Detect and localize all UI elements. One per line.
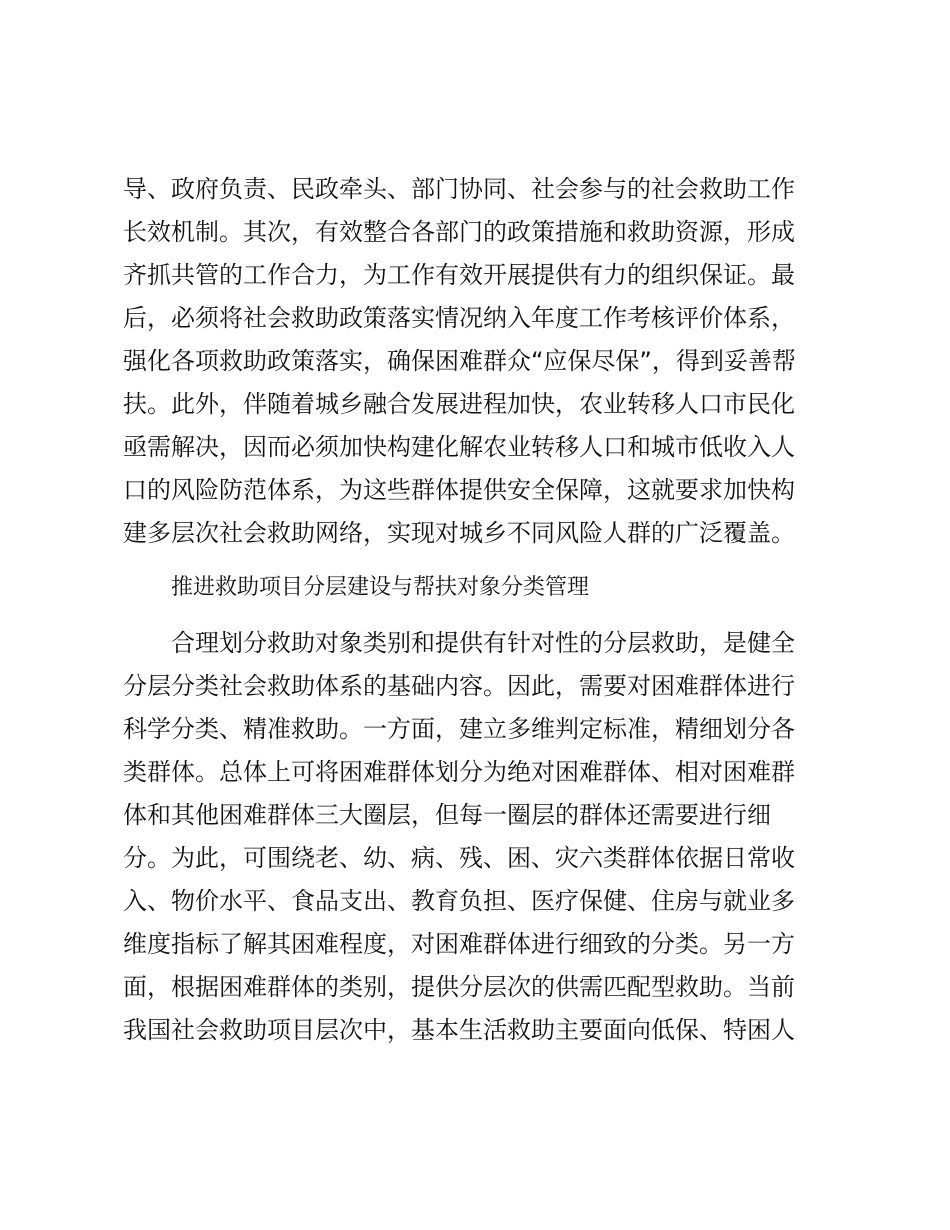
- text-line: 长效机制。其次，有效整合各部门的政策措施和救助资源，形成: [123, 218, 795, 246]
- text-line: 亟需解决，因而必须加快构建化解农业转移人口和城市低收入人: [123, 433, 795, 461]
- text-line: 后，必须将社会救助政策落实情况纳入年度工作考核评价体系，: [123, 304, 795, 332]
- text-line: 口的风险防范体系，为这些群体提供安全保障，这就要求加快构: [123, 476, 795, 504]
- text-line: 扶。此外，伴随着城乡融合发展进程加快，农业转移人口市民化: [123, 390, 795, 418]
- text-line: 强化各项救助政策落实，确保困难群众“应保尽保”，得到妥善帮: [123, 347, 796, 375]
- text-line: 维度指标了解其困难程度，对困难群体进行细致的分类。另一方: [123, 930, 795, 958]
- text-line: 面，根据困难群体的类别，提供分层次的供需匹配型救助。当前: [123, 973, 795, 1001]
- text-line: 科学分类、精准救助。一方面，建立多维判定标准，精细划分各: [123, 715, 795, 743]
- text-line: 分。为此，可围绕老、幼、病、残、困、灾六类群体依据日常收: [123, 844, 795, 872]
- text-line: 分层分类社会救助体系的基础内容。因此，需要对困难群体进行: [123, 672, 795, 700]
- text-line: 我国社会救助项目层次中，基本生活救助主要面向低保、特困人: [123, 1016, 795, 1044]
- text-line: 入、物价水平、食品支出、教育负担、医疗保健、住房与就业多: [123, 887, 795, 915]
- text-line: 导、政府负责、民政牵头、部门协同、社会参与的社会救助工作: [123, 175, 795, 203]
- text-line: 合理划分救助对象类别和提供有针对性的分层救助，是健全: [171, 629, 795, 657]
- section-heading: 推进救助项目分层建设与帮扶对象分类管理: [171, 575, 590, 600]
- text-line: 类群体。总体上可将困难群体划分为绝对困难群体、相对困难群: [123, 758, 795, 786]
- text-line: 建多层次社会救助网络，实现对城乡不同风险人群的广泛覆盖。: [123, 519, 795, 547]
- text-line: 齐抓共管的工作合力，为工作有效开展提供有力的组织保证。最: [123, 261, 795, 289]
- text-line: 体和其他困难群体三大圈层，但每一圈层的群体还需要进行细: [123, 801, 771, 829]
